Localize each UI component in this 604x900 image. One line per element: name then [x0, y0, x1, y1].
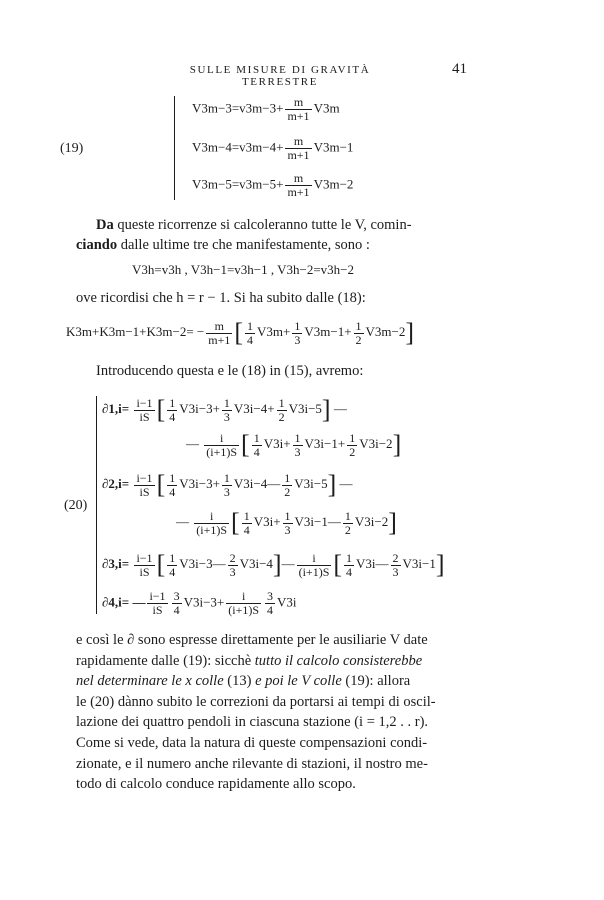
delta-2-row-2: — $\frac{i}{(i+1)S}$ [ $\frac{1}{4}$ V3i+ $\frac{1}{3}$ V3i−1— $\frac{1}{2}$ V3i−2]: [176, 508, 397, 537]
text-ove-ricordisi: ove ricordisi che h = r − 1. Si ha subito dalle (18):: [76, 290, 366, 306]
paragraph-2-line-1: e così le ∂ sono espresse direttamente per le ausiliarie V date: [76, 632, 428, 648]
paragraph-2-line-6: Come si vede, data la natura di queste compensazioni condi-: [76, 734, 428, 751]
paragraph-2-line-3: nel determinare le x colle (13) e poi le V colle (19): allora: [76, 673, 411, 690]
equation-19-label: (19): [60, 141, 84, 156]
page-number: 41: [452, 61, 467, 77]
running-title: SULLE MISURE DI GRAVITÀ TERRESTRE: [189, 64, 371, 88]
paragraph-1-line-2: ciando dalle ultime tre che manifestamente, sono :: [76, 237, 370, 253]
text-introducendo: Introducendo questa e le (18) in (15), avremo:: [96, 363, 364, 379]
equation-19-row-1: V3m−3=v3m−3+ $\frac{m}{m+1}$ V3m: [192, 95, 340, 123]
paragraph-2: [76, 630, 486, 795]
delta-3: ∂3,i= $\frac{i-1}{iS}$ [ $\frac{1}{4}$ V3i−3— $\frac{2}{3}$ V3i−4]— $\frac{i}{(i+1)S}$ [ $\frac{1}{4}$ V3i— $\frac{2}{3}$ V3i−1]: [102, 550, 445, 579]
equation-19-row-3: V3m−5=v3m−5+ $\frac{m}{m+1}$ V3m−2: [192, 171, 354, 199]
paragraph-2-line-4: le (20) dànno subito le correzioni da portarsi ai tempi di oscil-: [76, 693, 436, 710]
delta-1-row-2: — $\frac{i}{(i+1)S}$ [ $\frac{1}{4}$ V3i+ $\frac{1}{3}$ V3i−1+ $\frac{1}{2}$ V3i−2]: [186, 430, 402, 459]
delta-2-row-1: ∂2,i= $\frac{i-1}{iS}$ [ $\frac{1}{4}$ V3i−3+ $\frac{1}{3}$ V3i−4— $\frac{1}{2}$ V3i−5] —: [102, 470, 353, 499]
delta-4: ∂4,i= — $\frac{i-1}{iS}$ $\frac{3}{4}$ V3i−3+ $\frac{i}{(i+1)S}$ $\frac{3}{4}$ V3i: [102, 589, 297, 617]
equation-values-V: V3h=v3h , V3h−1=v3h−1 , V3h−2=v3h−2: [132, 262, 355, 277]
paragraph-2-line-2: rapidamente dalle (19): sicchè tutto il calcolo consisterebbe: [76, 652, 423, 669]
delta-1-row-1: ∂1,i= $\frac{i-1}{iS}$ [ $\frac{1}{4}$ V3i−3+ $\frac{1}{3}$ V3i−4+ $\frac{1}{2}$ V3i−5] —: [102, 395, 347, 424]
equation-20-brace: [96, 396, 103, 614]
equation-19-brace: [174, 96, 181, 200]
paragraph-2-line-8: todo di calcolo conduce rapidamente allo scopo.: [76, 776, 356, 793]
equation-19-row-2: V3m−4=v3m−4+ $\frac{m}{m+1}$ V3m−1: [192, 134, 354, 162]
paragraph-1-line-1: Da queste ricorrenze si calcoleranno tutte le V, comin-: [96, 217, 412, 233]
paragraph-2-line-7: zionate, e il numero anche rilevante di stazioni, il nostro me-: [76, 755, 428, 772]
equation-K: K3m+K3m−1+K3m−2= − $\frac{m}{m+1}$ [ $\frac{1}{4}$ V3m+ $\frac{1}{3}$ V3m−1+ $\frac{1}{2}$ V3m−2]: [66, 318, 415, 347]
paragraph-2-line-5: lazione dei quattro pendoli in ciascuna stazione (i = 1,2 . . r).: [76, 714, 429, 731]
equation-20-label: (20): [64, 498, 88, 513]
